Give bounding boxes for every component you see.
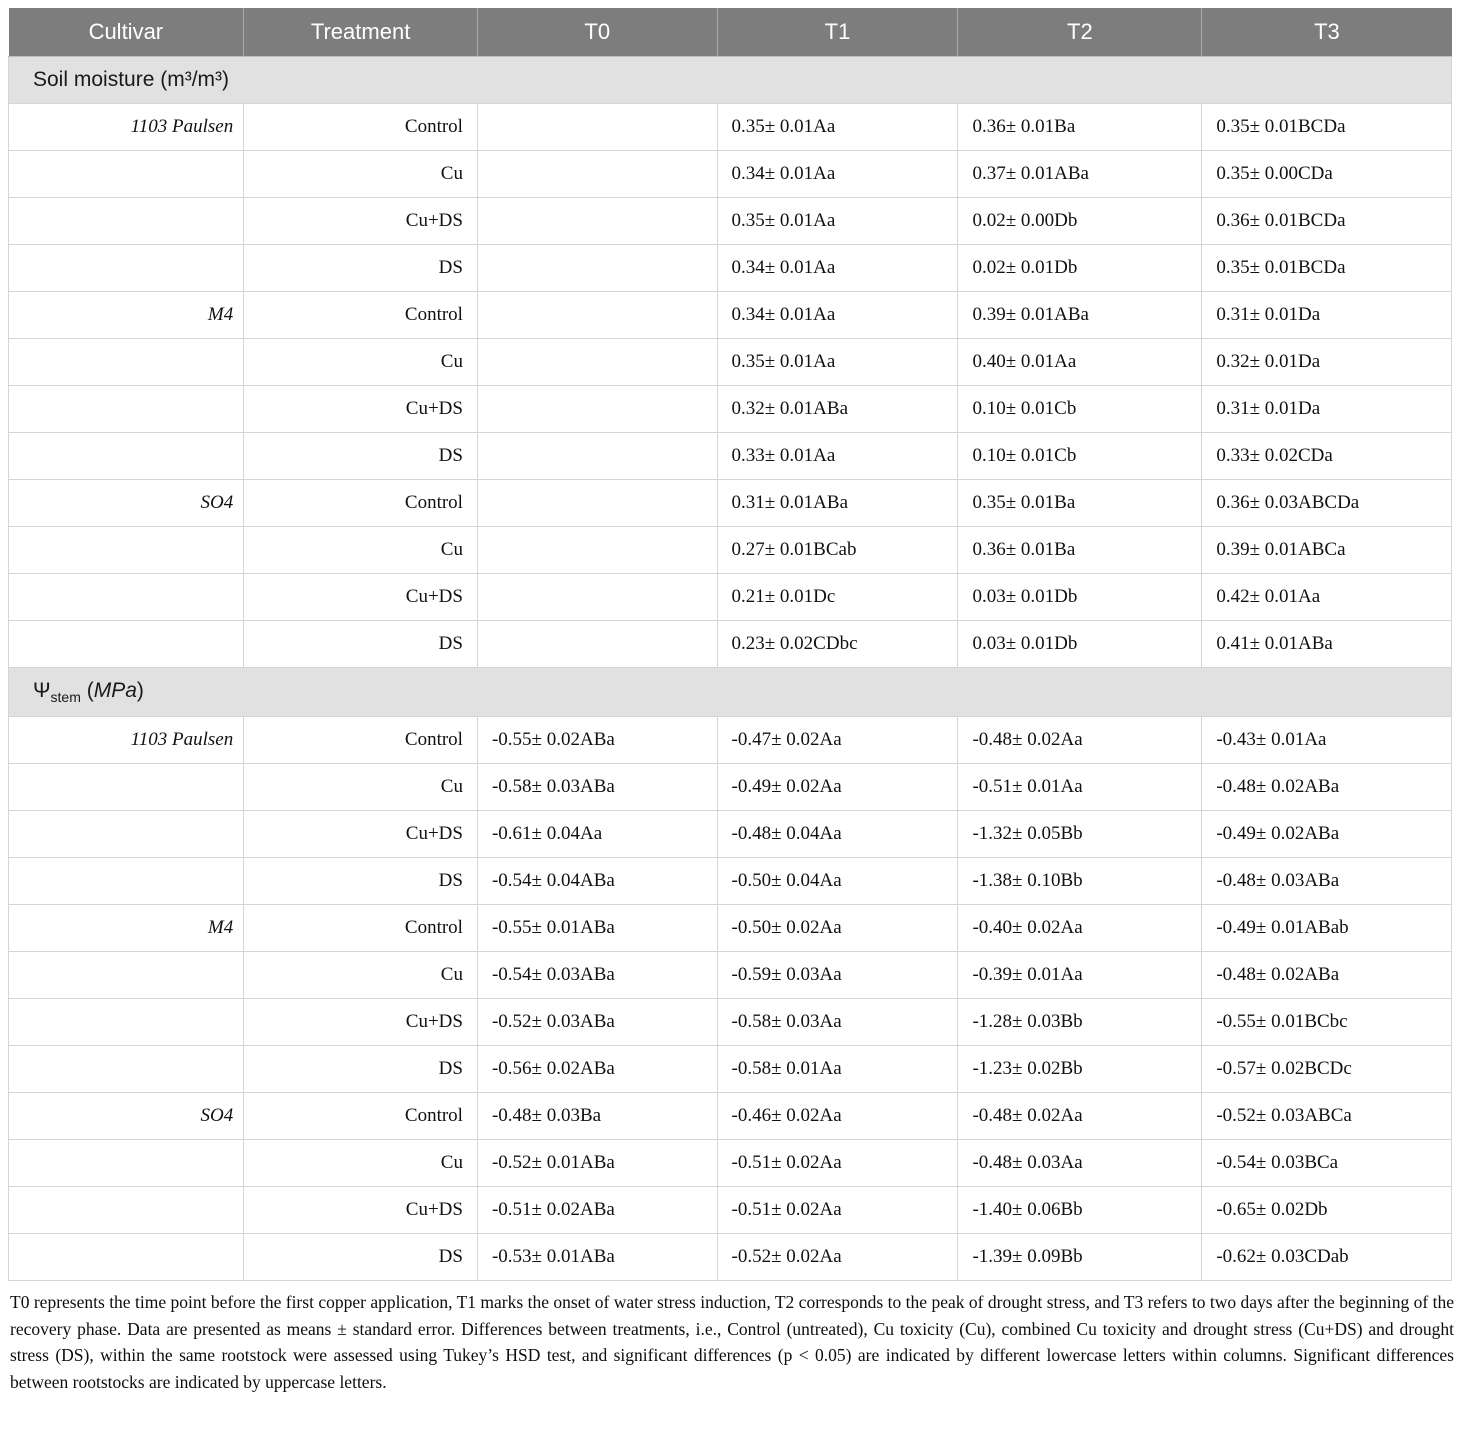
table-row [9,480,1452,527]
value-cell: -0.52± 0.03ABa [477,999,717,1046]
value-cell: 0.35± 0.01Aa [717,198,958,245]
table-row [9,198,1452,245]
cultivar-cell [9,527,244,574]
value-cell: 0.02± 0.01Db [958,245,1202,292]
cultivar-cell [9,339,244,386]
value-cell [477,104,717,151]
value-cell: 0.31± 0.01ABa [717,480,958,527]
value-cell: -0.48± 0.02ABa [1202,952,1452,999]
value-cell: -0.50± 0.02Aa [717,905,958,952]
table-row [9,764,1452,811]
value-cell: -0.48± 0.03Aa [958,1140,1202,1187]
value-cell: -0.58± 0.03Aa [717,999,958,1046]
cultivar-cell: 1103 Paulsen [9,104,244,151]
value-cell: -0.53± 0.01ABa [477,1234,717,1281]
value-cell: -0.51± 0.02Aa [717,1187,958,1234]
value-cell: -0.56± 0.02ABa [477,1046,717,1093]
cultivar-cell [9,574,244,621]
value-cell: 0.34± 0.01Aa [717,292,958,339]
cultivar-cell [9,198,244,245]
value-cell: -0.50± 0.04Aa [717,858,958,905]
value-cell: -0.57± 0.02BCDc [1202,1046,1452,1093]
table-row [9,1046,1452,1093]
cultivar-cell: M4 [9,905,244,952]
value-cell: 0.35± 0.01Aa [717,104,958,151]
cultivar-cell [9,764,244,811]
table-row [9,386,1452,433]
cultivar-cell [9,1140,244,1187]
table-row [9,292,1452,339]
cultivar-cell [9,1046,244,1093]
value-cell: -0.52± 0.02Aa [717,1234,958,1281]
table-row [9,952,1452,999]
treatment-cell: Cu [244,952,478,999]
table-row [9,811,1452,858]
treatment-cell: DS [244,858,478,905]
value-cell: 0.33± 0.01Aa [717,433,958,480]
treatment-cell: Cu [244,339,478,386]
cultivar-cell [9,386,244,433]
treatment-cell: DS [244,1234,478,1281]
value-cell: 0.31± 0.01Da [1202,386,1452,433]
value-cell: 0.03± 0.01Db [958,574,1202,621]
section-title: Soil moisture (m³/m³) [9,57,1452,104]
treatment-cell: Control [244,480,478,527]
value-cell: 0.37± 0.01ABa [958,151,1202,198]
value-cell: 0.35± 0.01BCDa [1202,245,1452,292]
value-cell: 0.35± 0.01Aa [717,339,958,386]
value-cell: -0.55± 0.02ABa [477,717,717,764]
value-cell: -0.40± 0.02Aa [958,905,1202,952]
treatment-cell: Control [244,905,478,952]
cultivar-cell [9,952,244,999]
section-title: $\Psi_{stem}$ (MPa) [9,668,1452,717]
value-cell: 0.40± 0.01Aa [958,339,1202,386]
value-cell: -0.39± 0.01Aa [958,952,1202,999]
value-cell: -0.54± 0.04ABa [477,858,717,905]
value-cell [477,527,717,574]
value-cell: 0.39± 0.01ABCa [1202,527,1452,574]
value-cell [477,480,717,527]
value-cell: -1.32± 0.05Bb [958,811,1202,858]
treatment-cell: Cu+DS [244,386,478,433]
table-footnote: T0 represents the time point before the first copper application, T1 marks the onset of water stress induction, T2 corresponds to the peak of drought stress, and T3 refers to two days after the beginning of the recovery phase. Data are presented as means ± standard error. Differences between treatments, i.e., Control (untreated), Cu toxicity (Cu), combined Cu toxicity and drought stress (Cu+DS) and drought stress (DS), within the same rootstock were assessed using Tukey’s HSD test, and significant differences (p < 0.05) are indicated by different lowercase letters within columns. Significant differences between rootstocks are indicated by uppercase letters. [10,1292,1454,1392]
value-cell: -0.49± 0.02ABa [1202,811,1452,858]
treatment-cell: DS [244,433,478,480]
table-row [9,858,1452,905]
value-cell: 0.36± 0.01Ba [958,104,1202,151]
cultivar-cell [9,1234,244,1281]
value-cell: 0.27± 0.01BCab [717,527,958,574]
treatment-cell: Cu [244,764,478,811]
treatment-cell: DS [244,621,478,668]
column-header-t0: T0 [477,8,717,57]
treatment-cell: Control [244,292,478,339]
value-cell: 0.02± 0.00Db [958,198,1202,245]
cultivar-cell [9,621,244,668]
table-row [9,1140,1452,1187]
value-cell: 0.35± 0.01BCDa [1202,104,1452,151]
value-cell: -1.40± 0.06Bb [958,1187,1202,1234]
value-cell [477,339,717,386]
value-cell: 0.34± 0.01Aa [717,151,958,198]
value-cell: -0.51± 0.01Aa [958,764,1202,811]
table-row [9,621,1452,668]
table-row [9,999,1452,1046]
header-row [9,8,1452,57]
value-cell: 0.42± 0.01Aa [1202,574,1452,621]
table-row [9,151,1452,198]
table-row [9,717,1452,764]
value-cell: -0.61± 0.04Aa [477,811,717,858]
value-cell: -1.39± 0.09Bb [958,1234,1202,1281]
treatment-cell: Cu+DS [244,999,478,1046]
value-cell: -1.28± 0.03Bb [958,999,1202,1046]
value-cell: 0.34± 0.01Aa [717,245,958,292]
value-cell: -0.46± 0.02Aa [717,1093,958,1140]
cultivar-cell [9,433,244,480]
value-cell: 0.31± 0.01Da [1202,292,1452,339]
table-row [9,245,1452,292]
cultivar-cell [9,999,244,1046]
value-cell: 0.36± 0.01Ba [958,527,1202,574]
cultivar-cell: 1103 Paulsen [9,717,244,764]
cultivar-cell: SO4 [9,1093,244,1140]
value-cell: -0.49± 0.01ABab [1202,905,1452,952]
table-row [9,104,1452,151]
value-cell: -0.52± 0.03ABCa [1202,1093,1452,1140]
value-cell [477,574,717,621]
value-cell: -0.55± 0.01ABa [477,905,717,952]
value-cell: -0.48± 0.03Ba [477,1093,717,1140]
section-header-row [9,57,1452,104]
value-cell: -1.38± 0.10Bb [958,858,1202,905]
value-cell: 0.10± 0.01Cb [958,386,1202,433]
value-cell [477,151,717,198]
treatment-cell: Control [244,104,478,151]
cultivar-cell: SO4 [9,480,244,527]
value-cell: -0.65± 0.02Db [1202,1187,1452,1234]
treatment-cell: Cu+DS [244,1187,478,1234]
table-row [9,574,1452,621]
value-cell: 0.10± 0.01Cb [958,433,1202,480]
treatment-cell: Control [244,717,478,764]
value-cell: 0.39± 0.01ABa [958,292,1202,339]
value-cell [477,621,717,668]
cultivar-cell [9,811,244,858]
value-cell: 0.03± 0.01Db [958,621,1202,668]
table-row [9,433,1452,480]
treatment-cell: Cu+DS [244,811,478,858]
column-header-t2: T2 [958,8,1202,57]
value-cell: -0.51± 0.02Aa [717,1140,958,1187]
treatment-cell: Control [244,1093,478,1140]
value-cell: -1.23± 0.02Bb [958,1046,1202,1093]
treatment-cell: DS [244,1046,478,1093]
table-row [9,1187,1452,1234]
table-row [9,1093,1452,1140]
results-table [8,8,1452,1281]
value-cell: -0.47± 0.02Aa [717,717,958,764]
value-cell: 0.41± 0.01ABa [1202,621,1452,668]
cultivar-cell [9,245,244,292]
column-header-t3: T3 [1202,8,1452,57]
table-row [9,339,1452,386]
treatment-cell: Cu [244,527,478,574]
value-cell: 0.32± 0.01Da [1202,339,1452,386]
section-header-row [9,668,1452,717]
cultivar-cell [9,151,244,198]
value-cell: -0.58± 0.01Aa [717,1046,958,1093]
column-header-cultivar: Cultivar [9,8,244,57]
table-row [9,1234,1452,1281]
column-header-t1: T1 [717,8,958,57]
value-cell [477,245,717,292]
value-cell: 0.21± 0.01Dc [717,574,958,621]
value-cell: -0.48± 0.02Aa [958,717,1202,764]
value-cell: -0.59± 0.03Aa [717,952,958,999]
value-cell: 0.35± 0.01Ba [958,480,1202,527]
column-header-treatment: Treatment [244,8,478,57]
table-row [9,527,1452,574]
value-cell: -0.51± 0.02ABa [477,1187,717,1234]
value-cell: -0.43± 0.01Aa [1202,717,1452,764]
value-cell: -0.54± 0.03BCa [1202,1140,1452,1187]
treatment-cell: DS [244,245,478,292]
value-cell [477,198,717,245]
table-row [9,905,1452,952]
value-cell: -0.48± 0.02ABa [1202,764,1452,811]
value-cell [477,292,717,339]
cultivar-cell [9,858,244,905]
value-cell: -0.49± 0.02Aa [717,764,958,811]
value-cell: -0.48± 0.03ABa [1202,858,1452,905]
treatment-cell: Cu [244,151,478,198]
value-cell: -0.54± 0.03ABa [477,952,717,999]
value-cell: 0.36± 0.01BCDa [1202,198,1452,245]
value-cell: -0.48± 0.02Aa [958,1093,1202,1140]
cultivar-cell: M4 [9,292,244,339]
value-cell: -0.52± 0.01ABa [477,1140,717,1187]
value-cell [477,433,717,480]
value-cell: 0.23± 0.02CDbc [717,621,958,668]
value-cell: -0.48± 0.04Aa [717,811,958,858]
value-cell: -0.55± 0.01BCbc [1202,999,1452,1046]
treatment-cell: Cu [244,1140,478,1187]
cultivar-cell [9,1187,244,1234]
value-cell: 0.35± 0.00CDa [1202,151,1452,198]
value-cell: 0.33± 0.02CDa [1202,433,1452,480]
value-cell: -0.58± 0.03ABa [477,764,717,811]
value-cell [477,386,717,433]
value-cell: -0.62± 0.03CDab [1202,1234,1452,1281]
value-cell: 0.36± 0.03ABCDa [1202,480,1452,527]
treatment-cell: Cu+DS [244,574,478,621]
value-cell: 0.32± 0.01ABa [717,386,958,433]
treatment-cell: Cu+DS [244,198,478,245]
